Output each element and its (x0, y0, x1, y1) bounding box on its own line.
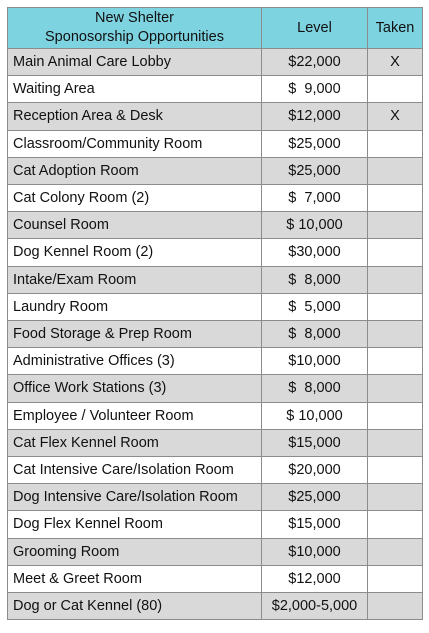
level-cell: $ 8,000 (262, 321, 368, 348)
room-name-cell: Cat Intensive Care/Isolation Room (8, 457, 262, 484)
table-row (8, 484, 423, 511)
header-title-line1: New Shelter (95, 10, 174, 26)
level-cell: $ 10,000 (262, 212, 368, 239)
level-cell: $12,000 (262, 565, 368, 592)
table-row (8, 239, 423, 266)
taken-cell (368, 457, 423, 484)
table-row (8, 321, 423, 348)
table-row (8, 565, 423, 592)
room-name-cell: Dog or Cat Kennel (80) (8, 593, 262, 620)
level-cell: $15,000 (262, 429, 368, 456)
table-row (8, 429, 423, 456)
header-level: Level (262, 8, 368, 49)
level-cell: $25,000 (262, 130, 368, 157)
table-row (8, 593, 423, 620)
table-row (8, 49, 423, 76)
level-cell: $25,000 (262, 484, 368, 511)
taken-cell (368, 402, 423, 429)
table-row (8, 103, 423, 130)
level-cell: $2,000-5,000 (262, 593, 368, 620)
room-name-cell: Intake/Exam Room (8, 266, 262, 293)
level-cell: $ 10,000 (262, 402, 368, 429)
taken-cell (368, 239, 423, 266)
level-cell: $10,000 (262, 348, 368, 375)
taken-cell (368, 511, 423, 538)
table-row (8, 76, 423, 103)
room-name-cell: Cat Adoption Room (8, 157, 262, 184)
table-body (8, 49, 423, 620)
table-row (8, 293, 423, 320)
taken-cell (368, 565, 423, 592)
level-cell: $15,000 (262, 511, 368, 538)
room-name-cell: Dog Intensive Care/Isolation Room (8, 484, 262, 511)
taken-cell: X (368, 49, 423, 76)
table-header (8, 8, 423, 49)
room-name-cell: Administrative Offices (3) (8, 348, 262, 375)
table-row (8, 157, 423, 184)
table-row (8, 538, 423, 565)
room-name-cell: Dog Kennel Room (2) (8, 239, 262, 266)
taken-cell (368, 76, 423, 103)
level-cell: $20,000 (262, 457, 368, 484)
taken-cell (368, 185, 423, 212)
room-name-cell: Waiting Area (8, 76, 262, 103)
taken-cell (368, 321, 423, 348)
level-cell: $ 7,000 (262, 185, 368, 212)
room-name-cell: Food Storage & Prep Room (8, 321, 262, 348)
room-name-cell: Cat Colony Room (2) (8, 185, 262, 212)
table-row (8, 511, 423, 538)
taken-cell: X (368, 103, 423, 130)
level-cell: $10,000 (262, 538, 368, 565)
room-name-cell: Meet & Greet Room (8, 565, 262, 592)
header-row (8, 8, 423, 49)
header-title (8, 8, 262, 49)
level-cell: $30,000 (262, 239, 368, 266)
room-name-cell: Reception Area & Desk (8, 103, 262, 130)
level-cell: $ 8,000 (262, 266, 368, 293)
taken-cell (368, 266, 423, 293)
level-cell: $25,000 (262, 157, 368, 184)
level-cell: $ 8,000 (262, 375, 368, 402)
table-row (8, 375, 423, 402)
header-taken: Taken (368, 8, 423, 49)
table-row (8, 212, 423, 239)
room-name-cell: Laundry Room (8, 293, 262, 320)
room-name-cell: Office Work Stations (3) (8, 375, 262, 402)
taken-cell (368, 429, 423, 456)
level-cell: $ 9,000 (262, 76, 368, 103)
taken-cell (368, 212, 423, 239)
room-name-cell: Counsel Room (8, 212, 262, 239)
room-name-cell: Classroom/Community Room (8, 130, 262, 157)
table-row (8, 348, 423, 375)
room-name-cell: Employee / Volunteer Room (8, 402, 262, 429)
room-name-cell: Main Animal Care Lobby (8, 49, 262, 76)
room-name-cell: Cat Flex Kennel Room (8, 429, 262, 456)
header-title-line2: Sponosorship Opportunities (45, 29, 224, 45)
taken-cell (368, 375, 423, 402)
table-row (8, 402, 423, 429)
table-row (8, 130, 423, 157)
table-row (8, 457, 423, 484)
level-cell: $22,000 (262, 49, 368, 76)
table-row (8, 266, 423, 293)
room-name-cell: Dog Flex Kennel Room (8, 511, 262, 538)
taken-cell (368, 484, 423, 511)
taken-cell (368, 157, 423, 184)
taken-cell (368, 130, 423, 157)
level-cell: $ 5,000 (262, 293, 368, 320)
taken-cell (368, 593, 423, 620)
taken-cell (368, 293, 423, 320)
room-name-cell: Grooming Room (8, 538, 262, 565)
sponsorship-sheet (7, 7, 422, 620)
taken-cell (368, 348, 423, 375)
sponsorship-table (7, 7, 423, 620)
table-row (8, 185, 423, 212)
level-cell: $12,000 (262, 103, 368, 130)
taken-cell (368, 538, 423, 565)
